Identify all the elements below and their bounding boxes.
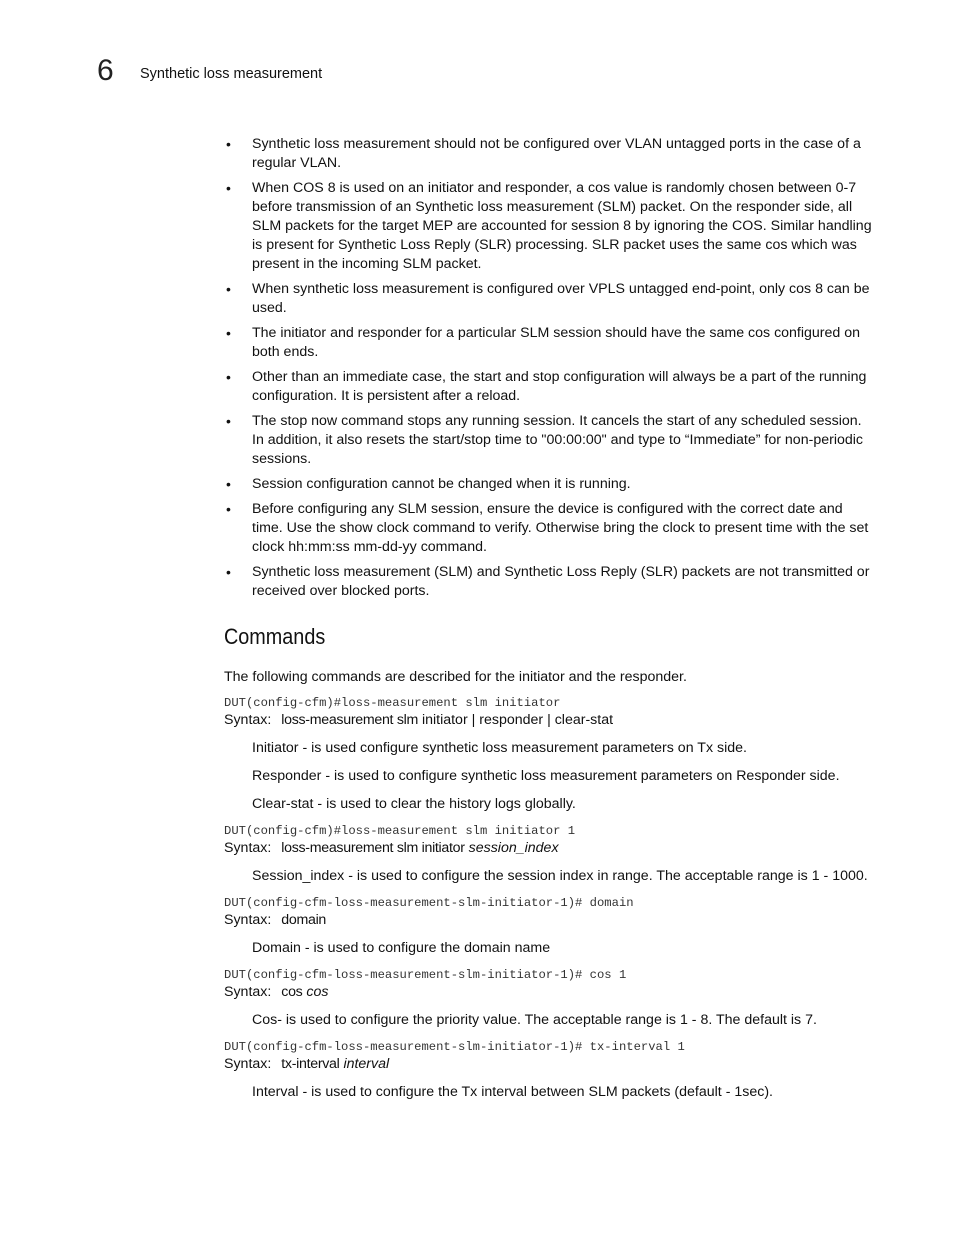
bullet-item: • When COS 8 is used on an initiator and responder, a cos value is randomly chosen between 0-7 before transmission of an Synthetic loss measurement (SLM) packet. On the responder side, all SLM packets for the target MEP are accounted for session 8 by ignoring the COS. Similar handling is present for Synthetic Loss Reply (SLR) processing. SLR packet uses the same cos which was present in the incoming SLM packet. [224,179,874,274]
syntax-args: initiator | responder | clear-stat [421,712,614,728]
chapter-title: Synthetic loss measurement [140,66,323,82]
bullet-item: • Other than an immediate case, the start and stop configuration will always be a part of the running configuration. It is persistent after a reload. [224,368,874,406]
command-block [224,967,874,1030]
bullet-item: • The stop now command stops any running session. It cancels the start of any scheduled session. In addition, it also resets the start/stop time to "00:00:00" and type to “Immediate” for non-periodic sessions. [224,412,874,469]
syntax-line [224,983,874,1002]
notes-bullet-list [224,135,874,607]
bullet-item: • The initiator and responder for a particular SLM session should have the same cos configured on both ends. [224,324,874,362]
command-block [224,695,874,814]
syntax-label: Syntax: [224,912,272,928]
bullet-item: • Before configuring any SLM session, ensure the device is configured with the correct date and time. Use the show clock command to verify. Otherwise bring the clock to present time with the set clock hh:mm:ss mm-dd-yy command. [224,500,874,557]
syntax-line [224,1055,874,1074]
code-line: DUT(config-cfm-loss-measurement-slm-initiator-1)# cos 1 [224,968,627,982]
code-line: DUT(config-cfm-loss-measurement-slm-initiator-1)# domain [224,896,634,910]
chapter-number: 6 [97,54,114,87]
code-line: DUT(config-cfm-loss-measurement-slm-initiator-1)# tx-interval 1 [224,1040,685,1054]
syntax-line [224,711,874,730]
code-line: DUT(config-cfm)#loss-measurement slm initiator 1 [224,824,576,838]
syntax-label: Syntax: [224,1056,272,1072]
commands-section [224,622,874,1111]
syntax-label: Syntax: [224,840,272,856]
command-block [224,1039,874,1102]
syntax-label: Syntax: [224,712,272,728]
syntax-command: domain [281,912,327,928]
bullet-item: • Synthetic loss measurement should not be configured over VLAN untagged ports in the case of a regular VLAN. [224,135,874,173]
description: Responder - is used to configure synthetic loss measurement parameters on Responder side. [252,768,840,784]
syntax-arg-italic: interval [343,1056,390,1072]
description: Interval - is used to configure the Tx interval between SLM packets (default - 1sec). [252,1084,773,1100]
command-block [224,823,874,886]
syntax-label: Syntax: [224,984,272,1000]
syntax-command: loss-measurement slm initiator [281,840,465,856]
syntax-line [224,839,874,858]
description: Cos- is used to configure the priority value. The acceptable range is 1 - 8. The default is 7. [252,1012,817,1028]
intro-text: The following commands are described for the initiator and the responder. [224,669,687,685]
code-line: DUT(config-cfm)#loss-measurement slm initiator [224,696,561,710]
syntax-arg-italic: cos [306,984,329,1000]
description: Initiator - is used configure synthetic loss measurement parameters on Tx side. [252,740,747,756]
bullet-item: • Synthetic loss measurement (SLM) and Synthetic Loss Reply (SLR) packets are not transmitted or received over blocked ports. [224,563,874,601]
description: Clear-stat - is used to clear the history logs globally. [252,796,576,812]
syntax-line [224,911,874,930]
bullet-item: • Session configuration cannot be changed when it is running. [224,475,874,494]
section-heading: Commands [224,624,326,649]
syntax-command: tx-interval [281,1056,340,1072]
command-block [224,895,874,958]
syntax-command: cos [281,984,303,1000]
syntax-command: loss-measurement slm [281,712,418,728]
syntax-arg-italic: session_index [468,840,559,856]
bullet-item: • When synthetic loss measurement is configured over VPLS untagged end-point, only cos 8 can be used. [224,280,874,318]
description: Domain - is used to configure the domain name [252,940,551,956]
description: Session_index - is used to configure the session index in range. The acceptable range is 1 - 1000. [252,868,868,884]
